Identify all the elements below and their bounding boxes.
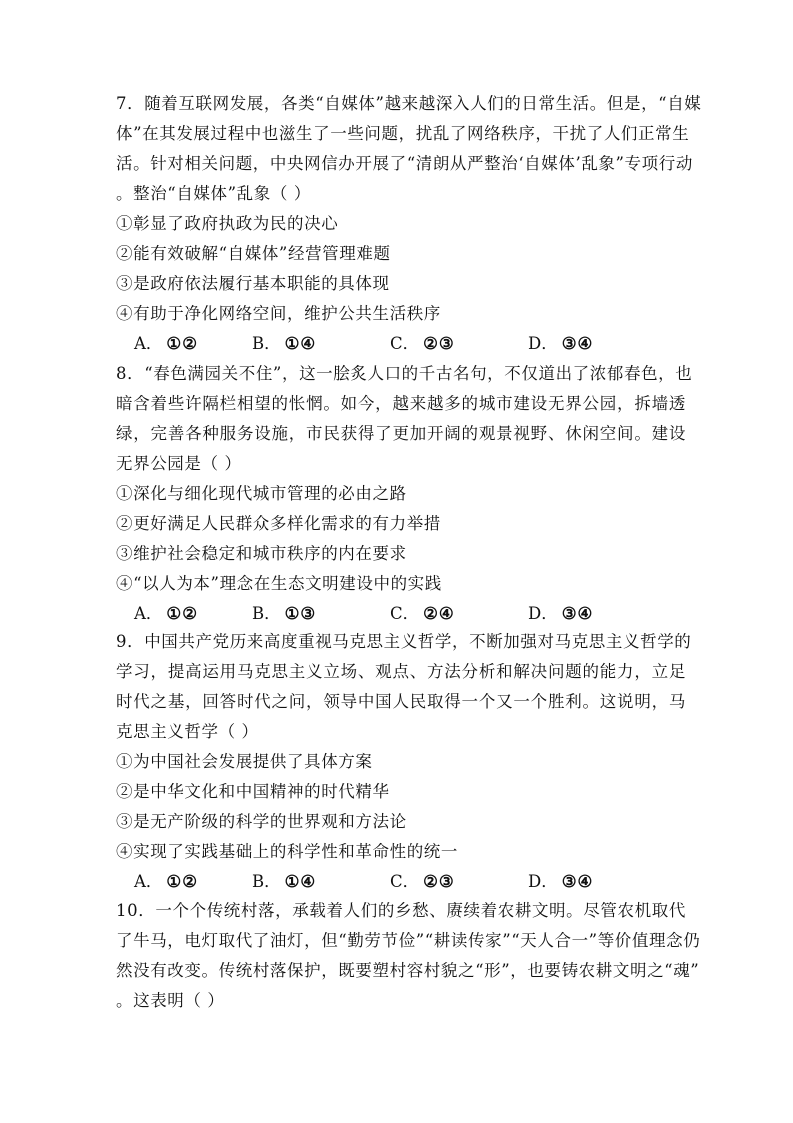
choice-value: ①④ [284, 872, 317, 891]
choice-value: ①③ [284, 604, 317, 623]
question-stem-line: 。这表明（ ） [116, 991, 225, 1010]
choice-value: ①② [166, 604, 199, 623]
question-stem-line: 时代之基，回答时代之问，领导中国人民取得一个又一个胜利。这说明，马 [116, 692, 686, 711]
question-8 [116, 359, 693, 629]
choice-d[interactable] [528, 599, 593, 629]
statement-option-4: ④“以人为本”理念在生态文明建设中的实践 [116, 574, 442, 593]
statement-option-3: ③维护社会稳定和城市秩序的内在要求 [116, 544, 407, 563]
answer-choices [116, 867, 686, 897]
statement-option-1: ①彰显了政府执政为民的决心 [116, 214, 339, 233]
question-stem-line: 10．一个个传统村落，承载着人们的乡愁、赓续着农耕文明。尽管农机取代 [116, 901, 686, 920]
statement-option-2: ②能有效破解“自媒体”经营管理难题 [116, 244, 391, 263]
question-stem-line: 然没有改变。传统村落保护，既要塑村容村貌之“形”，也要铸农耕文明之“魂” [116, 961, 700, 980]
statement-option-3: ③是无产阶级的科学的世界观和方法论 [116, 812, 407, 831]
choice-value: ①② [166, 334, 199, 353]
choice-letter: D． [528, 604, 558, 623]
statement-option-1: ①为中国社会发展提供了具体方案 [116, 752, 373, 771]
question-10 [116, 896, 701, 1016]
choice-value: ③④ [561, 604, 594, 623]
choice-c[interactable] [390, 329, 455, 359]
statement-option-1: ①深化与细化现代城市管理的必由之路 [116, 484, 407, 503]
question-stem-line: 体”在其发展过程中也滋生了一些问题，扰乱了网络秩序，干扰了人们正常生 [116, 124, 690, 143]
question-stem-line: 7．随着互联网发展，各类“自媒体”越来越深入人们的日常生活。但是，“自媒 [116, 94, 702, 113]
choice-letter: D． [528, 334, 558, 353]
question-stem-line: 暗含着些许隔栏相望的怅惘。如今，越来越多的城市建设无界公园，拆墙透 [116, 394, 686, 413]
choice-value: ②③ [423, 872, 455, 891]
choice-c[interactable] [390, 599, 455, 629]
choice-letter: D． [528, 872, 558, 891]
statement-option-2: ②是中华文化和中国精神的时代精华 [116, 782, 390, 801]
choice-letter: A． [134, 334, 163, 353]
question-stem-line: 绿，完善各种服务设施，市民获得了更加开阔的观景视野、休闲空间。建设 [116, 424, 686, 443]
choice-value: ③④ [561, 334, 594, 353]
choice-a[interactable] [134, 329, 198, 359]
choice-a[interactable] [134, 867, 198, 897]
question-stem-line: 了牛马，电灯取代了油灯，但“勤劳节俭”“耕读传家”“天人合一”等价值理念仍 [116, 931, 701, 950]
question-stem-line: 活。针对相关问题，中央网信办开展了“清朗从严整治‘自媒体’乱象”专项行动 [116, 154, 693, 173]
choice-letter: B． [252, 872, 281, 891]
choice-value: ②③ [423, 334, 455, 353]
choice-letter: A． [134, 872, 163, 891]
choice-b[interactable] [252, 329, 316, 359]
choice-c[interactable] [390, 867, 455, 897]
choice-letter: B． [252, 604, 281, 623]
question-stem-line: 8．“春色满园关不住”，这一脍炙人口的千古名句，不仅道出了浓郁春色，也 [116, 364, 693, 383]
question-7 [116, 89, 702, 359]
choice-b[interactable] [252, 599, 316, 629]
choice-value: ①④ [284, 334, 317, 353]
choice-letter: A． [134, 604, 163, 623]
choice-d[interactable] [528, 867, 593, 897]
choice-value: ③④ [561, 872, 594, 891]
choice-b[interactable] [252, 867, 316, 897]
choice-value: ②④ [423, 604, 455, 623]
statement-option-4: ④实现了实践基础上的科学性和革命性的统一 [116, 842, 458, 861]
choice-letter: B． [252, 334, 281, 353]
choice-letter: C． [390, 604, 420, 623]
answer-choices [116, 329, 686, 359]
statement-option-3: ③是政府依法履行基本职能的具体现 [116, 274, 390, 293]
choice-letter: C． [390, 872, 420, 891]
question-stem-line: 无界公园是（ ） [116, 454, 242, 473]
answer-choices [116, 599, 686, 629]
statement-option-2: ②更好满足人民群众多样化需求的有力举措 [116, 514, 441, 533]
question-stem-line: 学习，提高运用马克思主义立场、观点、方法分析和解决问题的能力，立足 [116, 662, 686, 681]
choice-letter: C． [390, 334, 420, 353]
question-stem-line: 。整治“自媒体”乱象（ ） [116, 184, 311, 203]
question-stem-line: 9．中国共产党历来高度重视马克思主义哲学，不断加强对马克思主义哲学的 [116, 632, 692, 651]
question-9 [116, 627, 692, 897]
question-stem-line: 克思主义哲学（ ） [116, 722, 259, 741]
choice-a[interactable] [134, 599, 198, 629]
statement-option-4: ④有助于净化网络空间，维护公共生活秩序 [116, 304, 441, 323]
choice-value: ①② [166, 872, 199, 891]
choice-d[interactable] [528, 329, 593, 359]
